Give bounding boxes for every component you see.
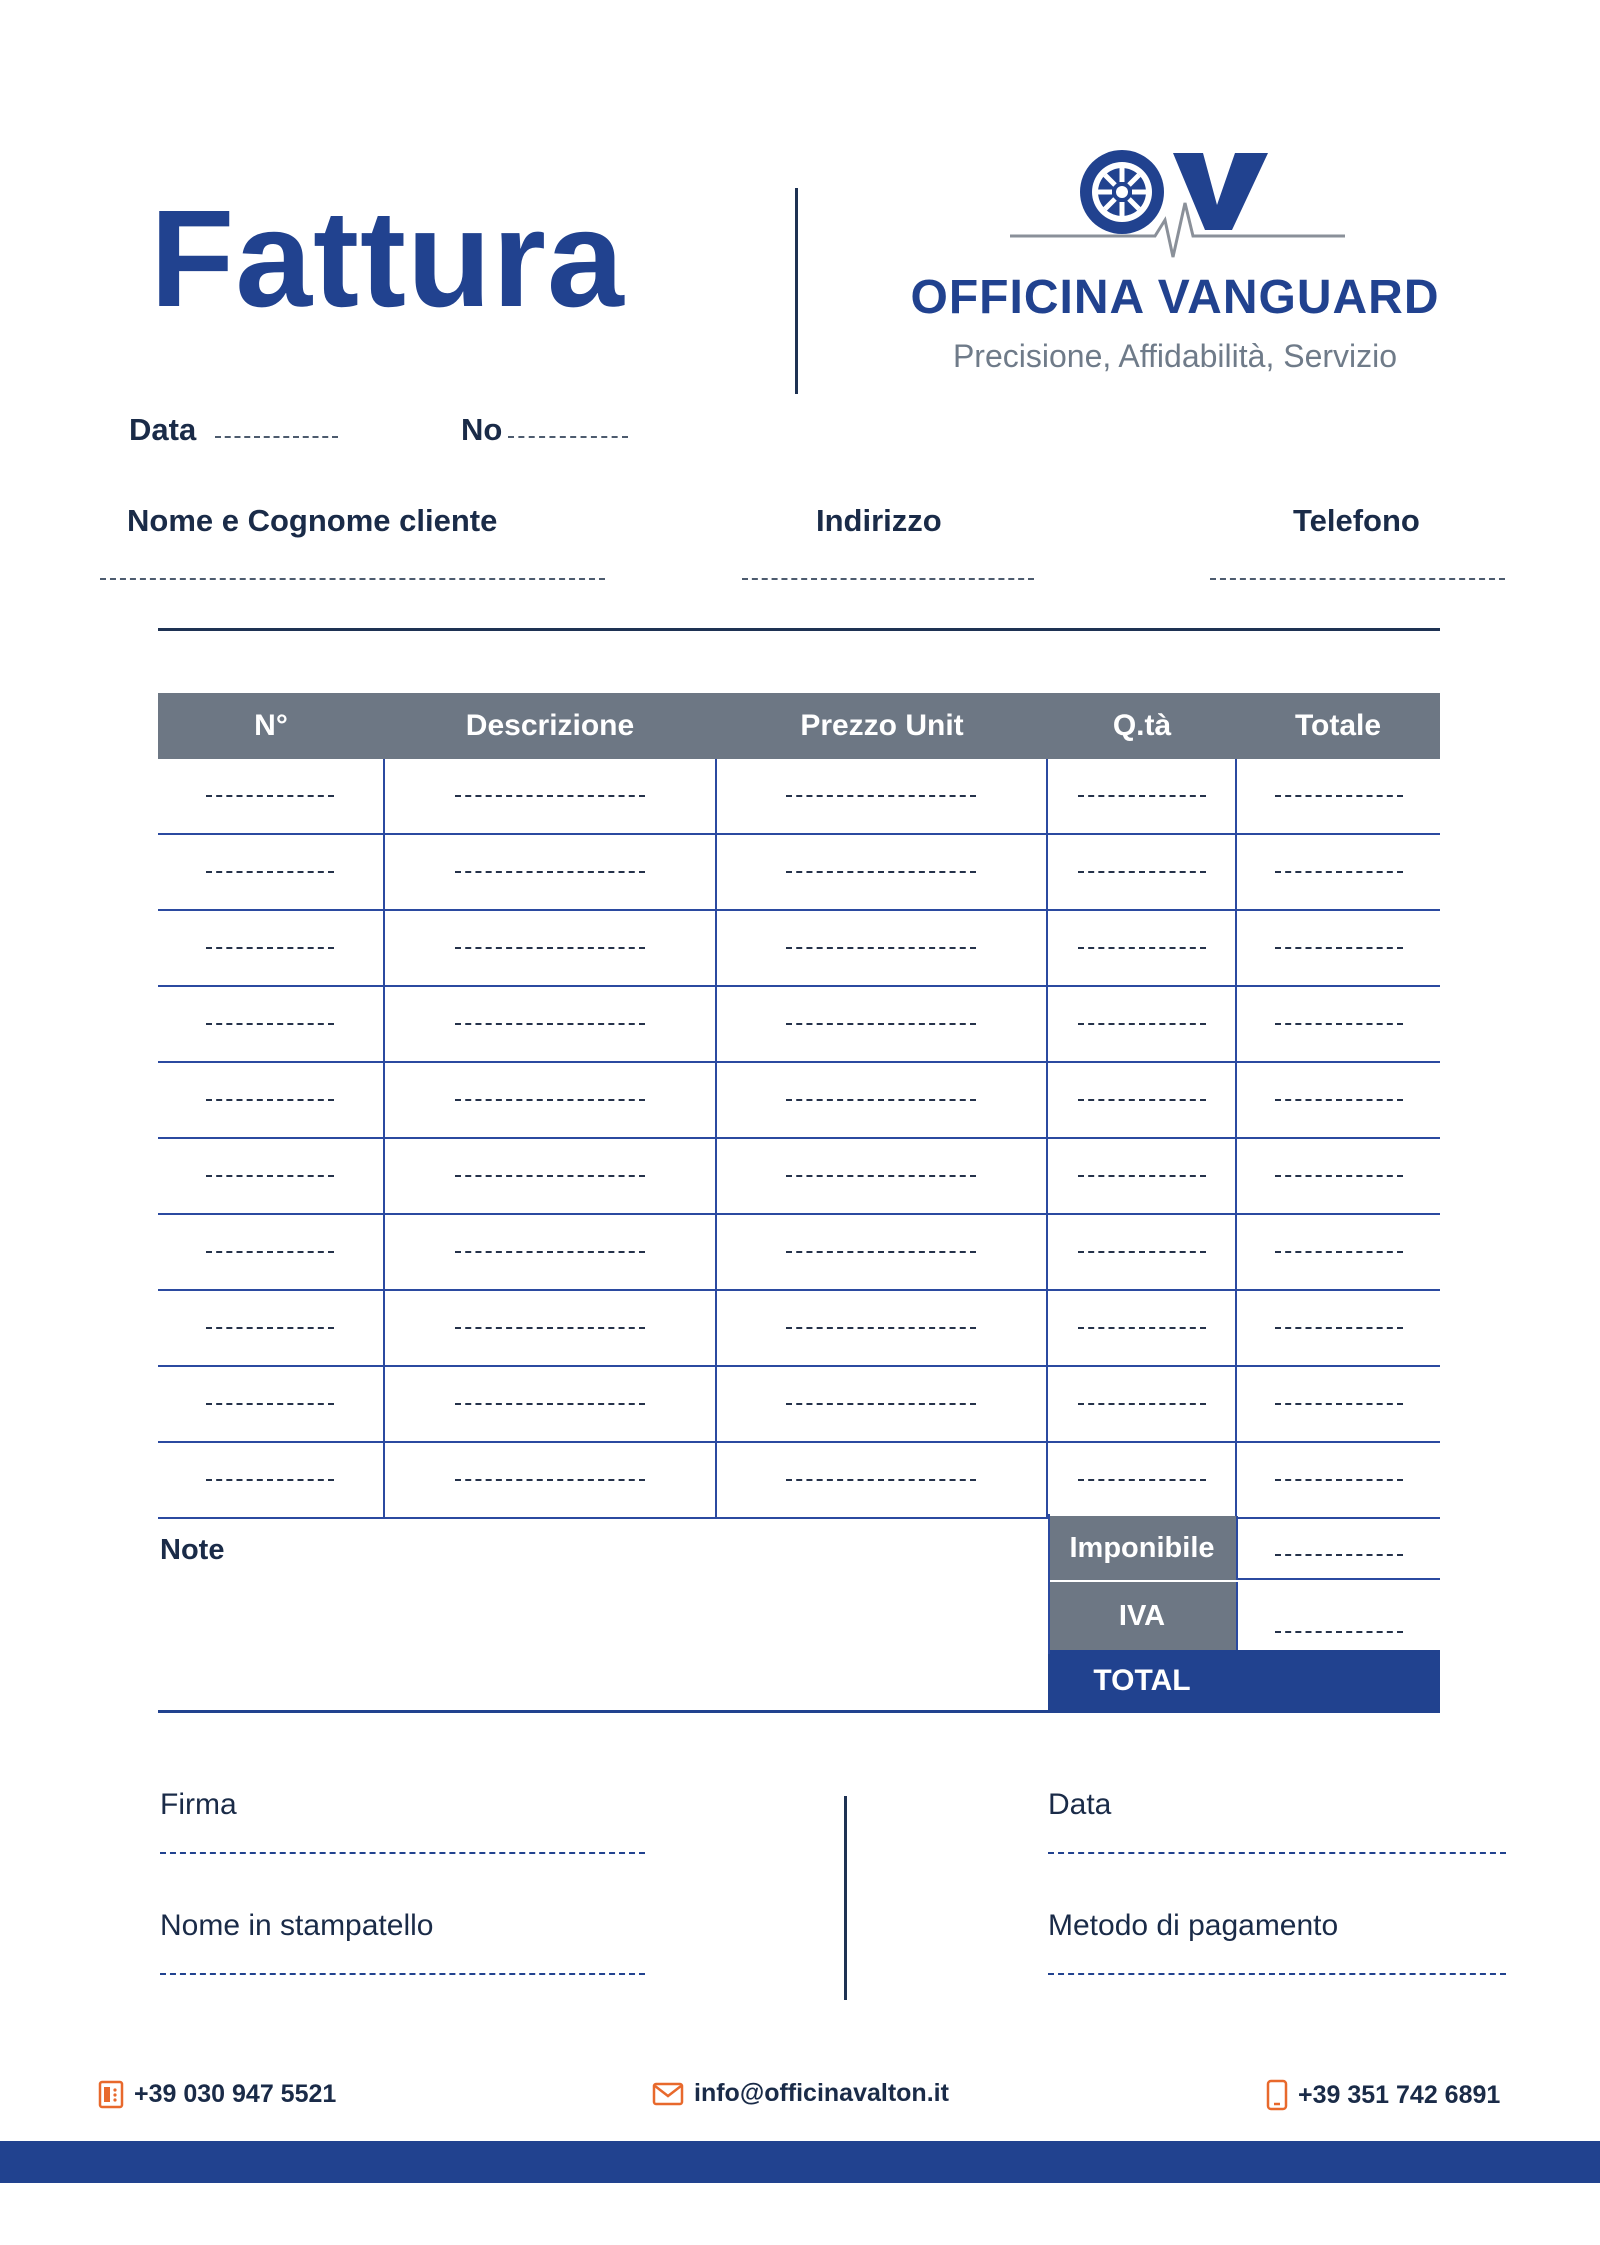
email-icon [652,2082,684,2106]
cell-total[interactable] [1235,1063,1440,1137]
column-header-total: Totale [1294,709,1382,742]
print-name-field[interactable] [160,1973,645,1975]
summary-bottom-line [158,1710,1440,1713]
table-row [158,1063,1440,1139]
cell-unit-price-field [786,1327,976,1329]
cell-description-field [455,947,645,949]
cell-number-field [206,1403,334,1405]
cell-description-field [455,1175,645,1177]
cell-total[interactable] [1235,1443,1440,1517]
cell-description[interactable] [383,1063,715,1137]
table-body [158,759,1440,1519]
cell-description-field [455,795,645,797]
cell-description[interactable] [383,987,715,1061]
cell-total-field [1275,795,1403,797]
vat-label: IVA [1048,1582,1236,1650]
cell-quantity-field [1078,1175,1206,1177]
cell-quantity[interactable] [1046,987,1235,1061]
cell-unit-price[interactable] [715,1291,1047,1365]
table-row [158,1215,1440,1291]
section-divider [158,628,1440,631]
cell-quantity[interactable] [1046,1443,1235,1517]
cell-unit-price-field [786,1403,976,1405]
cell-quantity-field [1078,1099,1206,1101]
cell-total-field [1275,1023,1403,1025]
date-label: Data [129,412,197,447]
cell-unit-price-field [786,1479,976,1481]
client-address-label: Indirizzo [816,503,942,538]
cell-unit-price-field [786,1023,976,1025]
subtotal-label: Imponibile [1048,1516,1236,1580]
table-row [158,759,1440,835]
payment-method-field[interactable] [1048,1973,1506,1975]
cell-quantity[interactable] [1046,1063,1235,1137]
items-table [158,693,1440,1519]
cell-description[interactable] [383,1443,715,1517]
footer-phone-text: +39 030 947 5521 [134,2079,337,2108]
cell-total-field [1275,1099,1403,1101]
cell-quantity[interactable] [1046,911,1235,985]
cell-number[interactable] [158,759,383,833]
cell-description-field [455,1099,645,1101]
cell-unit-price-field [786,1175,976,1177]
client-address-field[interactable] [742,578,1034,580]
cell-number-field [206,947,334,949]
table-row [158,911,1440,987]
cell-description[interactable] [383,835,715,909]
signature-date-field[interactable] [1048,1852,1506,1854]
table-header [158,693,1440,759]
cell-number-field [206,871,334,873]
cell-unit-price[interactable] [715,1367,1047,1441]
cell-unit-price[interactable] [715,759,1047,833]
signature-date-label: Data [1048,1788,1112,1821]
signature-divider [844,1796,847,2000]
cell-number[interactable] [158,1215,383,1289]
column-header-number: N° [254,709,288,742]
cell-total[interactable] [1235,911,1440,985]
client-name-label: Nome e Cognome cliente [127,503,498,538]
cell-unit-price-field [786,871,976,873]
header-divider [795,188,798,394]
cell-description[interactable] [383,1367,715,1441]
cell-quantity-field [1078,1251,1206,1253]
cell-total-field [1275,947,1403,949]
brand-tagline: Precisione, Affidabilità, Servizio [952,338,1398,374]
cell-description-field [455,1479,645,1481]
cell-number-field [206,1099,334,1101]
footer-mobile [1266,2079,1500,2111]
signature-label: Firma [160,1788,237,1821]
cell-total[interactable] [1235,1291,1440,1365]
footer-phone [98,2079,336,2109]
date-field[interactable] [215,436,338,438]
telephone-icon [98,2079,124,2109]
cell-quantity[interactable] [1046,1367,1235,1441]
client-phone-label: Telefono [1293,503,1420,538]
cell-description[interactable] [383,911,715,985]
table-row [158,1291,1440,1367]
total-label: TOTAL [1093,1664,1191,1697]
cell-description-field [455,1327,645,1329]
cell-number-field [206,1023,334,1025]
cell-description[interactable] [383,1215,715,1289]
table-row [158,835,1440,911]
cell-description-field [455,1023,645,1025]
cell-description[interactable] [383,759,715,833]
wheel-pulse-logo-icon [1005,145,1355,270]
cell-unit-price[interactable] [715,835,1047,909]
footer-email-link[interactable]: info@officinavalton.it [694,2079,949,2107]
print-name-label: Nome in stampatello [160,1909,434,1942]
cell-unit-price[interactable] [715,911,1047,985]
cell-quantity-field [1078,795,1206,797]
cell-quantity[interactable] [1046,1215,1235,1289]
subtotal-field[interactable] [1275,1554,1403,1556]
table-row [158,1443,1440,1519]
cell-description[interactable] [383,1139,715,1213]
cell-unit-price-field [786,795,976,797]
brand-name: OFFICINA VANGUARD [910,271,1440,324]
summary-left-border [1048,1514,1050,1654]
cell-number[interactable] [158,1367,383,1441]
cell-number-field [206,1327,334,1329]
column-header-unit-price: Prezzo Unit [800,709,964,742]
cell-quantity-field [1078,1023,1206,1025]
subtotal-value-cell [1236,1516,1440,1580]
vat-value-cell [1236,1582,1440,1650]
cell-unit-price-field [786,1251,976,1253]
cell-description-field [455,871,645,873]
cell-quantity[interactable] [1046,759,1235,833]
signature-field[interactable] [160,1852,645,1854]
cell-quantity-field [1078,1327,1206,1329]
cell-unit-price[interactable] [715,1443,1047,1517]
cell-total-field [1275,1251,1403,1253]
cell-unit-price[interactable] [715,1215,1047,1289]
cell-unit-price-field [786,1099,976,1101]
cell-description[interactable] [383,1291,715,1365]
cell-quantity[interactable] [1046,835,1235,909]
table-row [158,987,1440,1063]
cell-total[interactable] [1235,987,1440,1061]
cell-number[interactable] [158,1291,383,1365]
footer-mobile-text: +39 351 742 6891 [1298,2080,1501,2109]
cell-number[interactable] [158,835,383,909]
note-label: Note [160,1534,225,1566]
column-header-description: Descrizione [465,709,635,742]
cell-description-field [455,1251,645,1253]
footer-email [652,2079,949,2108]
cell-unit-price-field [786,947,976,949]
cell-quantity[interactable] [1046,1139,1235,1213]
cell-number[interactable] [158,987,383,1061]
cell-number[interactable] [158,1063,383,1137]
cell-unit-price[interactable] [715,1139,1047,1213]
cell-number[interactable] [158,1139,383,1213]
footer-bar [0,2141,1600,2183]
mobile-phone-icon [1266,2079,1288,2111]
cell-number-field [206,1251,334,1253]
cell-description-field [455,1403,645,1405]
number-label: No [461,412,503,447]
cell-total-field [1275,1479,1403,1481]
document-title: Fattura [150,182,625,336]
vat-field[interactable] [1275,1631,1403,1633]
cell-quantity[interactable] [1046,1291,1235,1365]
cell-total-field [1275,1327,1403,1329]
column-header-quantity: Q.tà [1112,709,1172,742]
cell-total[interactable] [1235,1367,1440,1441]
client-name-field[interactable] [100,578,605,580]
cell-number-field [206,795,334,797]
table-row [158,1139,1440,1215]
cell-total[interactable] [1235,835,1440,909]
cell-total[interactable] [1235,759,1440,833]
cell-unit-price[interactable] [715,987,1047,1061]
cell-total-field [1275,1175,1403,1177]
cell-total[interactable] [1235,1139,1440,1213]
cell-number[interactable] [158,911,383,985]
cell-total-field [1275,1403,1403,1405]
table-row [158,1367,1440,1443]
client-phone-field[interactable] [1210,578,1505,580]
cell-unit-price[interactable] [715,1063,1047,1137]
cell-number-field [206,1175,334,1177]
cell-total[interactable] [1235,1215,1440,1289]
number-field[interactable] [508,436,628,438]
payment-method-label: Metodo di pagamento [1048,1909,1339,1942]
cell-quantity-field [1078,871,1206,873]
cell-quantity-field [1078,1479,1206,1481]
cell-total-field [1275,871,1403,873]
cell-quantity-field [1078,1403,1206,1405]
cell-quantity-field [1078,947,1206,949]
cell-number[interactable] [158,1443,383,1517]
cell-number-field [206,1479,334,1481]
